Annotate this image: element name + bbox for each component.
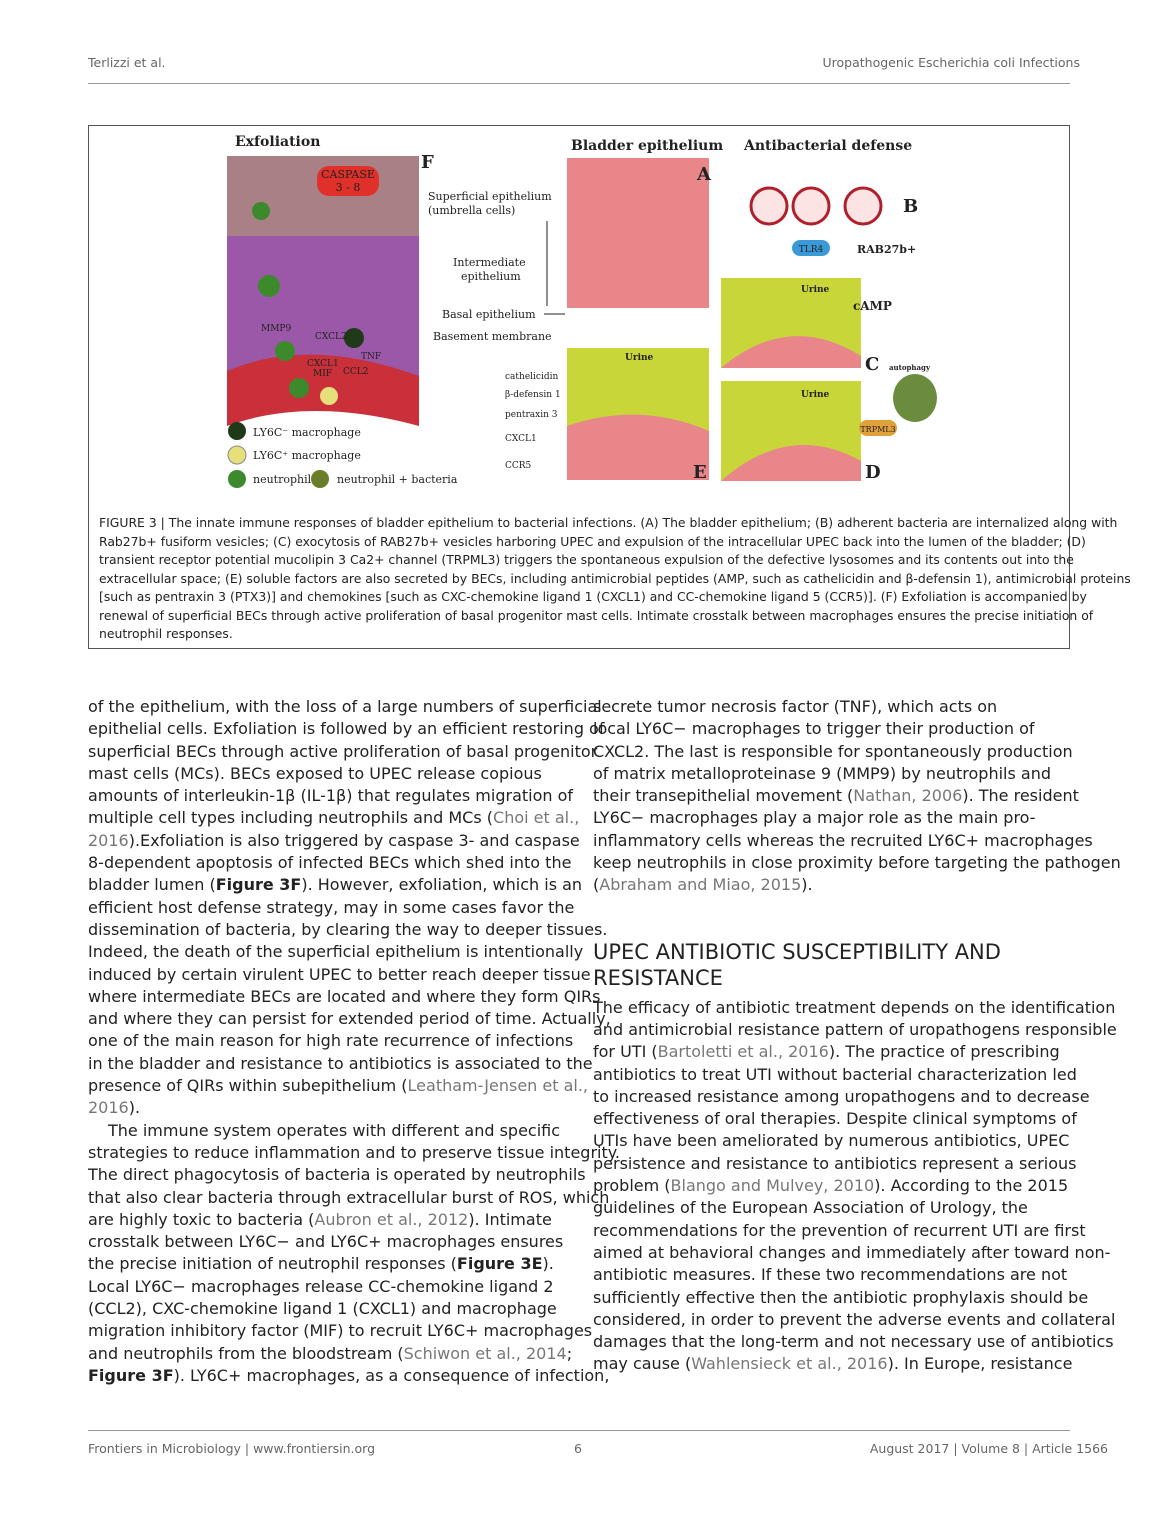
legend-ly6c-plus-symbol — [228, 446, 246, 464]
panel-title-exfoliation: Exfoliation — [235, 134, 321, 150]
vesicle — [751, 188, 787, 224]
label-tlr4: TLR4 — [798, 245, 824, 255]
autophagosome — [893, 374, 937, 422]
caption-line: extracellular space; (E) soluble factors are also secreted by BECs, including antimicrobial peptides (AMP, such as cathelicidin and β-defensin 1), antimicrobial proteins — [99, 570, 1131, 586]
figure-illustration — [89, 126, 1069, 506]
caption-line: neutrophil responses. — [99, 626, 233, 641]
body-column-left: of the epithelium, with the loss of a large numbers of superficial epithelial cells. Exfoliation is followed by an efficient restoring of superficial BECs through active proliferation of basal progenitor mast cells (MCs). BECs exposed to UPEC release copious amounts of interleukin-1β (IL-1β) that regulates migration of multiple cell types including neutrophils and MCs (Choi et al., 2016).Exfoliation is also triggered by caspase 3- and caspase 8-dependent apoptosis of infected BECs which shed into the bladder lumen (Figure 3F). However, exfoliation, which is an efficient host defense strategy, may in some cases favor the dissemination of bacteria, by clearing the way to deeper tissues. Indeed, the death of the superficial epithelium is intentionally induced by certain virulent UPEC to better reach deeper tissue where intermediate BECs are located and where they form QIRs and where they can persist for extended period of time. Actually, one of the main reason for high rate recurrence of infections in the bladder and resistance to antibiotics is associated to the presence of QIRs within subepithelium (Leatham-Jensen et al., 2016). The immune system operates with different and specific strategies to reduce inflammation and to preserve tissue integrity. The direct phagocytosis of bacteria is operated by neutrophils that also clear bacteria through extracellular burst of ROS, which are highly toxic to bacteria (Aubron et al., 2012). Intimate crosstalk between LY6C− and LY6C+ macrophages ensures the precise initiation of neutrophil responses (Figure 3E). Local LY6C− macrophages release CC-chemokine ligand 2 (CCL2), CXC-chemokine ligand 1 (CXCL1) and macrophage migration inhibitory factor (MIF) to recruit LY6C+ macrophages and neutrophils from the bloodstream (Schiwon et al., 2014; Figure 3F). LY6C+ macrophages, as a consequence of infection, — [88, 697, 621, 1385]
figure-ref-link[interactable]: Figure 3F — [215, 875, 302, 895]
label-mmp9: MMP9 — [261, 324, 292, 334]
figure-3 — [88, 125, 1131, 649]
label-intermediate: Intermediate — [453, 256, 526, 269]
caspase-label-2: 3 - 8 — [335, 181, 361, 194]
figure-ref-link[interactable]: Figure 3F — [88, 1365, 174, 1385]
header-rule — [88, 83, 1070, 84]
label-tnf: TNF — [361, 352, 382, 362]
section-heading: UPEC ANTIBIOTIC SUSCEPTIBILITY AND RESISTANCE — [593, 939, 1001, 990]
label-umbrella: (umbrella cells) — [428, 204, 516, 217]
caspase-label: CASPASE — [321, 168, 375, 181]
label-trpml3: TRPML3 — [860, 425, 896, 434]
legend-soluble-item: cathelicidin — [505, 372, 559, 382]
label-cxcl2: CXCL2 — [315, 332, 347, 342]
label-mif: MIF — [313, 369, 333, 379]
panel-letter-a: A — [697, 164, 711, 185]
footer-issue: August 2017 | Volume 8 | Article 1566 — [869, 1441, 1108, 1456]
legend-soluble-item: β-defensin 1 — [505, 390, 561, 400]
label-urine-e: Urine — [625, 353, 654, 363]
legend-soluble-item: CXCL1 — [505, 434, 537, 444]
label-cxcl1: CXCL1 — [307, 359, 339, 369]
citation-link[interactable]: Blango and Mulvey, 2010 — [670, 1176, 875, 1196]
legend-ly6c-plus: LY6C⁺ macrophage — [253, 449, 361, 462]
label-ccl2: CCL2 — [343, 367, 369, 377]
bladder-epithelium-tile — [567, 158, 709, 308]
citation-link[interactable]: Leatham-Jensen et al., — [407, 1076, 589, 1096]
citation-link[interactable]: Nathan, 2006 — [853, 786, 963, 806]
legend-neutrophil-symbol — [228, 470, 246, 488]
legend-neutrophil-bacteria: neutrophil + bacteria — [337, 473, 458, 486]
neutrophil-cell — [275, 341, 295, 361]
caption-line: transient receptor potential mucolipin 3 Ca2+ channel (TRPML3) triggers the spontaneous expulsion of the defective lysosomes and its contents out into the — [99, 552, 1074, 567]
panel-letter-e: E — [693, 462, 707, 483]
caption-label: FIGURE 3 | — [99, 515, 165, 530]
label-autophagy: autophagy — [889, 363, 931, 372]
vesicle — [793, 188, 829, 224]
neutrophil-cell — [258, 275, 280, 297]
citation-link[interactable]: 2016 — [88, 830, 129, 850]
panel-letter-c: C — [865, 354, 880, 375]
label-urine-d: Urine — [801, 390, 830, 400]
epithelium-e — [567, 415, 709, 480]
panel-title-defense: Antibacterial defense — [744, 138, 913, 154]
figure-caption — [99, 514, 1158, 644]
caption-line: FIGURE 3 | The innate immune responses of bladder epithelium to bacterial infections. (A) The bladder epithelium; (B) adherent bacteria are internalized along with — [99, 515, 1118, 530]
caption-line: [such as pentraxin 3 (PTX3)] and chemokines [such as CXC-chemokine ligand 1 (CXCL1) and CC-chemokine ligand 5 (CCR5)]. (F) Exfoliation is accompanied by — [99, 589, 1087, 604]
panel-title-bladder: Bladder epithelium — [571, 138, 724, 154]
body-column-right: secrete tumor necrosis factor (TNF), which acts on local LY6C− macrophages to trigger their production of CXCL2. The last is responsible for spontaneously production of matrix metalloproteinase 9 (MMP9) by neutrophils and their transepithelial movement (Nathan, 2006). The resident LY6C− macrophages play a major role as the main pro- inflammatory cells whereas the recruited LY6C+ macrophages keep neutrophils in close proximity before targeting the pathogen (Abraham and Miao, 2015). UPEC ANTIBIOTIC SUSCEPTIBILITY AND RESISTANCE The efficacy of antibiotic treatment depends on the identification and antimicrobial resistance pattern of uropathogens responsible for UTI (Bartoletti et al., 2016). The practice of prescribing antibiotics to treat UTI without bacterial characterization led to increased resistance among uropathogens and to decrease effectiveness of oral therapies. Despite clinical symptoms of UTIs have been ameliorated by numerous antibiotics, UPEC persistence and resistance to antibiotics represent a serious problem (Blango and Mulvey, 2010). According to the 2015 guidelines of the European Association of Urology, the recommendations for the prevention of recurrent UTI are first aimed at behavioral changes and immediately after toward non- antibiotic measures. If these two recommendations are not sufficiently effective then the antibiotic prophylaxis should be considered, in order to prevent the adverse events and collateral damages that the long-term and not necessary use of antibiotics may cause (Wahlensieck et al., 2016). In Europe, resistance — [593, 696, 1158, 1376]
label-basement: Basement membrane — [433, 330, 552, 343]
citation-link[interactable]: Abraham and Miao, 2015 — [599, 875, 802, 895]
footer-journal: Frontiers in Microbiology | www.frontiersin.org — [88, 1441, 375, 1456]
label-basal: Basal epithelium — [442, 308, 536, 321]
label-urine-c: Urine — [801, 285, 830, 295]
caption-line: renewal of superficial BECs through active proliferation of basal progenitor mast cells. Intimate crosstalk between macrophages ensures the precise initiation of — [99, 607, 1094, 623]
label-rab27b: RAB27b+ — [857, 243, 917, 256]
citation-link[interactable]: Wahlensieck et al., 2016 — [691, 1354, 888, 1374]
macrophage-cell — [320, 387, 338, 405]
neutrophil-cell — [289, 378, 309, 398]
neutrophil-cell — [252, 202, 270, 220]
label-intermediate-2: epithelium — [461, 270, 521, 283]
running-header-title: Uropathogenic Escherichia coli Infections — [822, 55, 1080, 70]
macrophage-cell — [344, 328, 364, 348]
citation-link[interactable]: Bartoletti et al., 2016 — [657, 1042, 829, 1062]
legend-ly6c-minus-symbol — [228, 422, 246, 440]
panel-letter-f: F — [421, 152, 434, 173]
running-header-authors: Terlizzi et al. — [88, 55, 166, 70]
legend-soluble-item: pentraxin 3 — [505, 410, 558, 420]
label-camp: cAMP — [853, 299, 892, 313]
citation-link[interactable]: 2016 — [88, 1098, 129, 1118]
citation-link[interactable]: Aubron et al., 2012 — [314, 1209, 469, 1229]
panel-letter-b: B — [903, 196, 919, 217]
legend-soluble-item: CCR5 — [505, 461, 532, 471]
vesicle — [845, 188, 881, 224]
legend-ly6c-minus: LY6C⁻ macrophage — [253, 426, 361, 439]
caption-line: Rab27b+ fusiform vesicles; (C) exocytosis of RAB27b+ vesicles harboring UPEC and expulsion of the intracellular UPEC back into the lumen of the bladder; (D) — [99, 533, 1086, 549]
figure-ref-link[interactable]: Figure 3E — [456, 1254, 543, 1274]
panel-letter-d: D — [865, 462, 881, 483]
citation-link[interactable]: Schiwon et al., 2014 — [403, 1343, 567, 1363]
footer-rule — [88, 1430, 1070, 1431]
footer-page-number: 6 — [574, 1441, 582, 1456]
legend-neutrophil: neutrophil — [253, 473, 312, 486]
citation-link[interactable]: Choi et al., — [493, 808, 580, 828]
label-superficial: Superficial epithelium — [428, 190, 552, 203]
legend-neutrophil-bacteria-symbol — [311, 470, 329, 488]
